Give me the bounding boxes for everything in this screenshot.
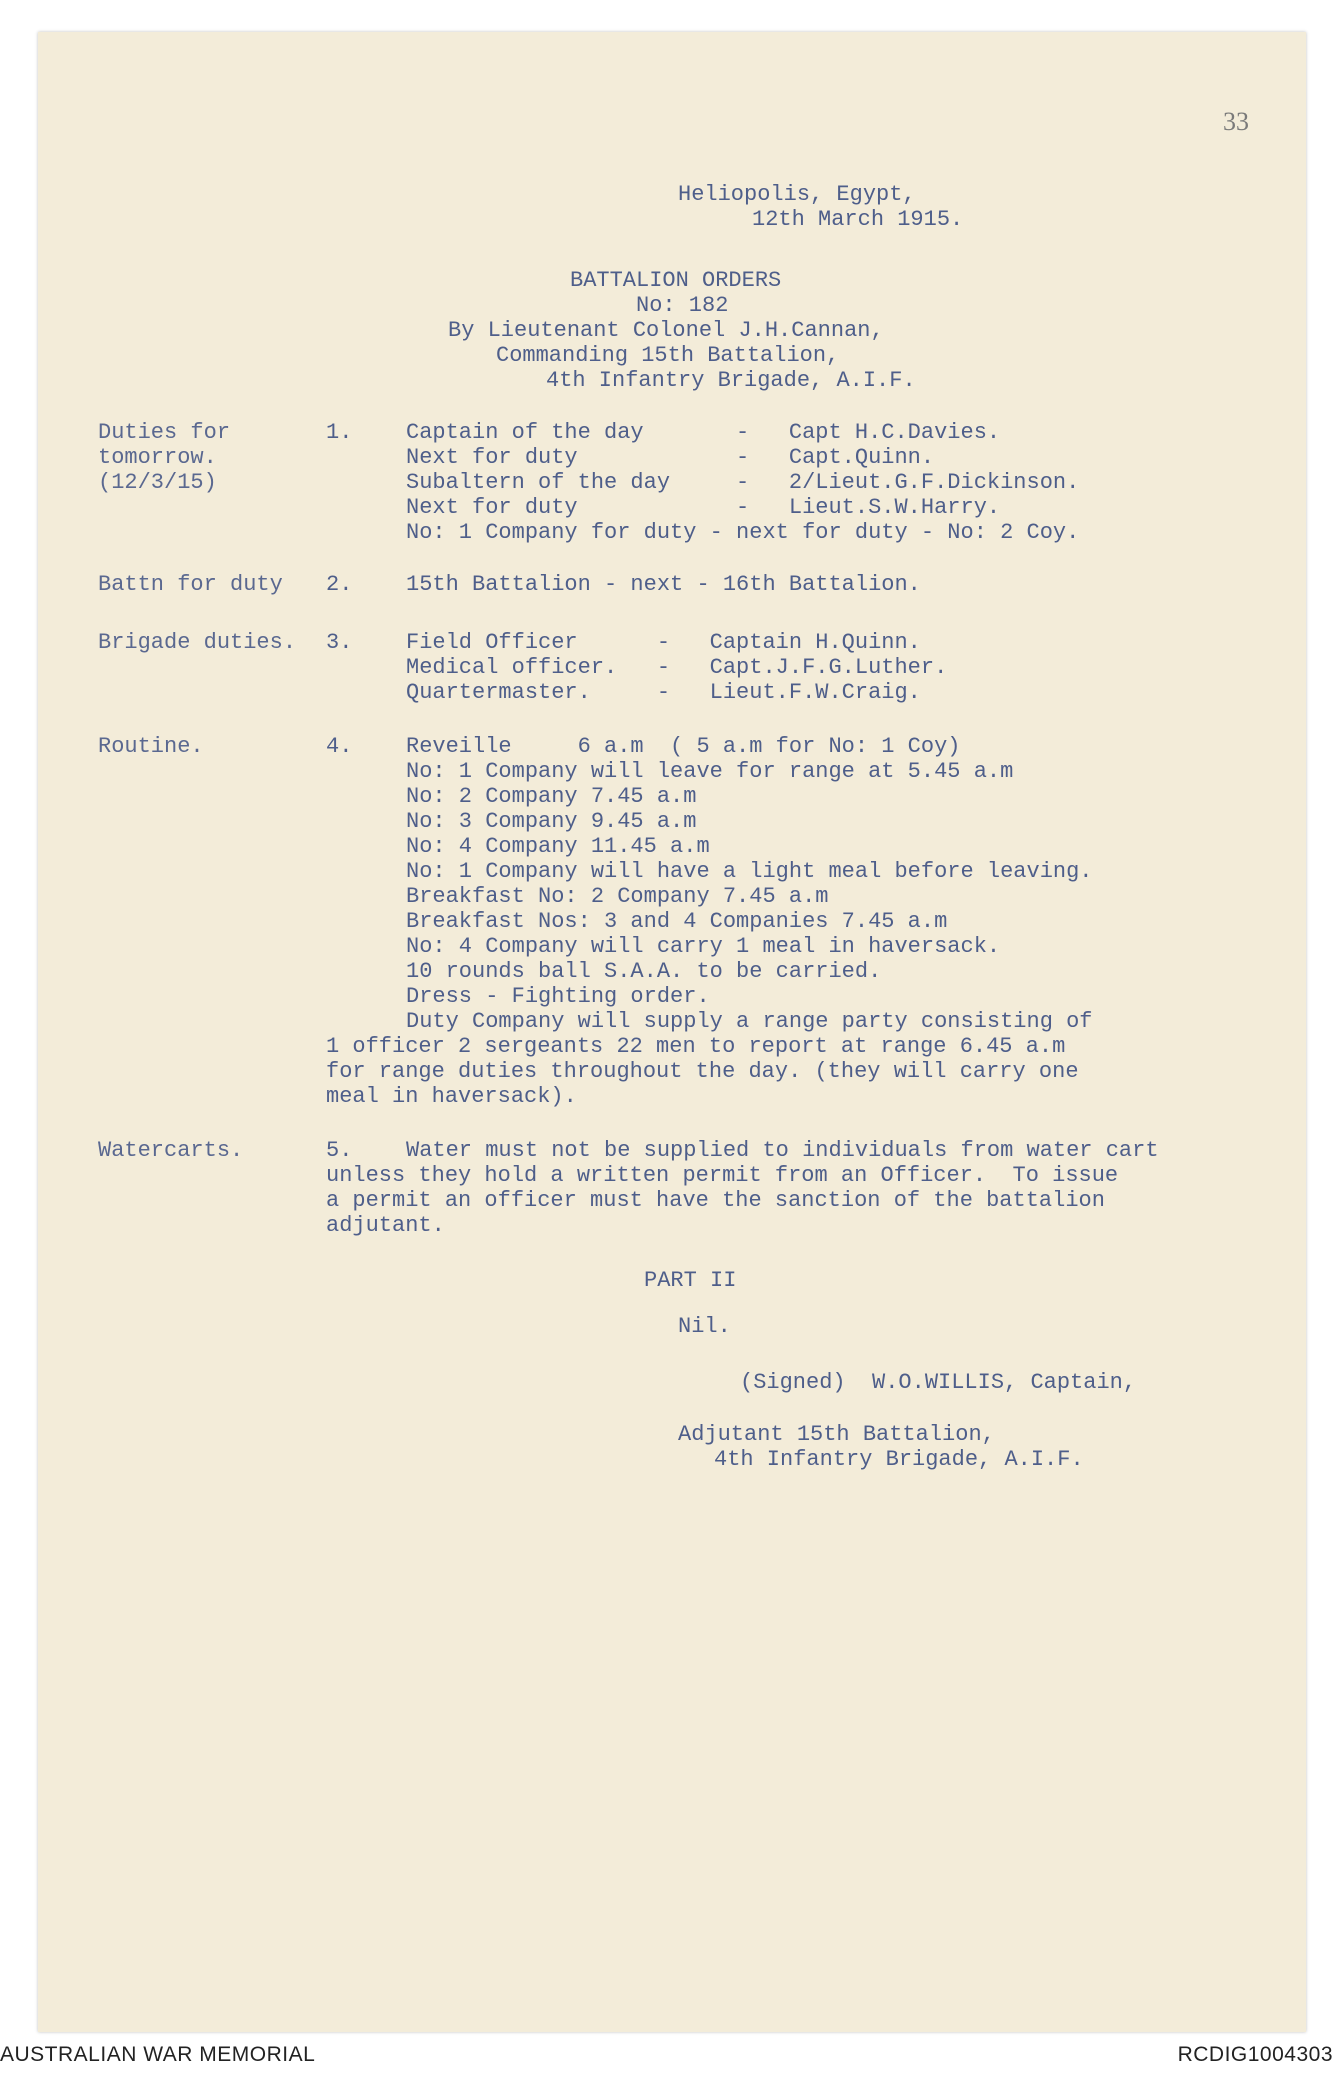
section1-line: Next for duty - Lieut.S.W.Harry.: [406, 495, 1001, 520]
heading-place: Heliopolis, Egypt,: [678, 182, 916, 207]
section4-line: No: 2 Company 7.45 a.m: [406, 784, 697, 809]
footer-item-id: RCDIG1004303: [1177, 2043, 1333, 2066]
folio-number: 33: [1223, 107, 1249, 136]
section5-line: a permit an officer must have the sanction of the battalion: [326, 1188, 1105, 1213]
part2-title: PART II: [644, 1268, 737, 1293]
section1-line: Subaltern of the day - 2/Lieut.G.F.Dickinson.: [406, 470, 1080, 495]
heading-brigade: 4th Infantry Brigade, A.I.F.: [546, 368, 916, 393]
section4-line: No: 1 Company will have a light meal before leaving.: [406, 859, 1093, 884]
signature-brigade: 4th Infantry Brigade, A.I.F.: [714, 1447, 1084, 1472]
heading-date: 12th March 1915.: [752, 207, 964, 232]
section1-margin-line2: tomorrow.: [98, 445, 217, 470]
section4-continuation: 1 officer 2 sergeants 22 men to report at range 6.45 a.m: [326, 1034, 1066, 1059]
section4-continuation: for range duties throughout the day. (they will carry one: [326, 1059, 1079, 1084]
section5-line: Water must not be supplied to individuals from water cart: [406, 1138, 1159, 1163]
section2-line: 15th Battalion - next - 16th Battalion.: [406, 572, 921, 597]
section4-line: No: 3 Company 9.45 a.m: [406, 809, 697, 834]
section5-margin: Watercarts.: [98, 1138, 244, 1163]
section4-line: No: 1 Company will leave for range at 5.45 a.m: [406, 759, 1014, 784]
section4-number: 4.: [326, 734, 353, 759]
footer-archive-name: AUSTRALIAN WAR MEMORIAL: [0, 2043, 316, 2066]
section4-line: Breakfast Nos: 3 and 4 Companies 7.45 a.m: [406, 909, 948, 934]
section3-line: Quartermaster. - Lieut.F.W.Craig.: [406, 680, 921, 705]
section5-line: unless they hold a written permit from an Officer. To issue: [326, 1163, 1119, 1188]
section1-margin-line1: Duties for: [98, 420, 231, 445]
heading-number: No: 182: [636, 293, 729, 318]
heading-commanding: Commanding 15th Battalion,: [496, 343, 840, 368]
signature-signed: (Signed) W.O.WILLIS, Captain,: [740, 1370, 1137, 1395]
section4-line: Reveille 6 a.m ( 5 a.m for No: 1 Coy): [406, 734, 961, 759]
section3-number: 3.: [326, 630, 353, 655]
heading-by-line: By Lieutenant Colonel J.H.Cannan,: [448, 318, 884, 343]
section4-continuation: meal in haversack).: [326, 1084, 577, 1109]
section1-line: Captain of the day - Capt H.C.Davies.: [406, 420, 1001, 445]
section5-number: 5.: [326, 1138, 353, 1163]
section4-line: No: 4 Company 11.45 a.m: [406, 834, 710, 859]
section1-number: 1.: [326, 420, 353, 445]
section3-margin: Brigade duties.: [98, 630, 297, 655]
section4-margin: Routine.: [98, 734, 204, 759]
section4-line: Breakfast No: 2 Company 7.45 a.m: [406, 884, 829, 909]
section4-line: Duty Company will supply a range party consisting of: [406, 1009, 1093, 1034]
section3-line: Field Officer - Captain H.Quinn.: [406, 630, 921, 655]
section1-line: No: 1 Company for duty - next for duty - No: 2 Coy.: [406, 520, 1080, 545]
section1-line: Next for duty - Capt.Quinn.: [406, 445, 935, 470]
document-page: [38, 32, 1306, 2032]
signature-role: Adjutant 15th Battalion,: [678, 1422, 995, 1447]
section3-line: Medical officer. - Capt.J.F.G.Luther.: [406, 655, 948, 680]
section2-margin: Battn for duty: [98, 572, 283, 597]
section4-line: No: 4 Company will carry 1 meal in haversack.: [406, 934, 1001, 959]
section2-number: 2.: [326, 572, 353, 597]
section5-line: adjutant.: [326, 1213, 445, 1238]
section4-line: Dress - Fighting order.: [406, 984, 710, 1009]
part2-content: Nil.: [678, 1314, 731, 1339]
section1-margin-line3: (12/3/15): [98, 470, 217, 495]
heading-title: BATTALION ORDERS: [570, 268, 782, 293]
section4-line: 10 rounds ball S.A.A. to be carried.: [406, 959, 882, 984]
